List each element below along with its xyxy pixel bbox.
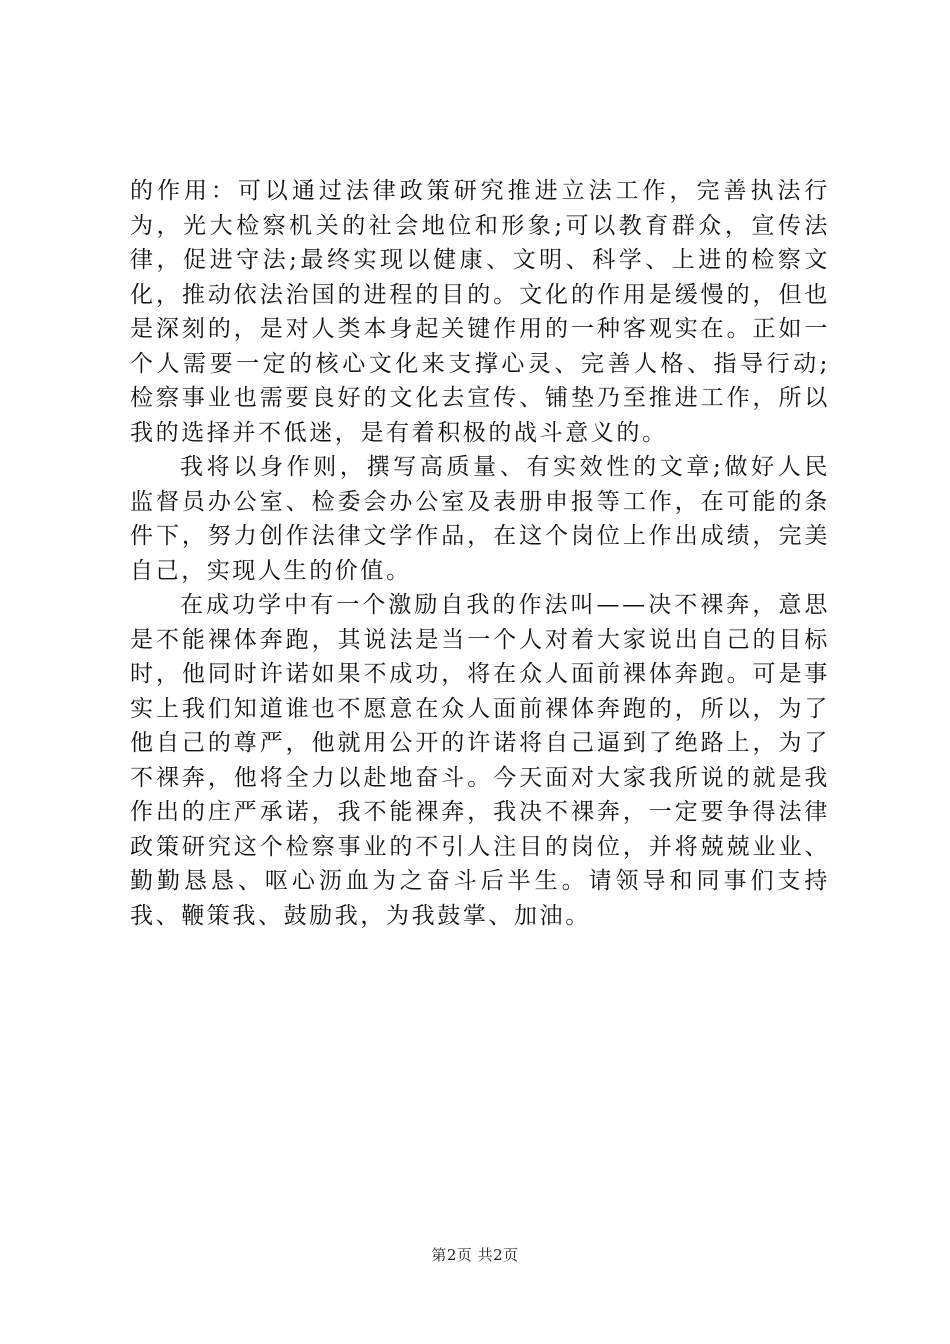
paragraph-continued: 的作用：可以通过法律政策研究推进立法工作，完善执法行为，光大检察机关的社会地位和形象;可以教育群众，宣传法律，促进守法;最终实现以健康、文明、科学、上进的检察文化，推动依法治国的进程的目的。文化的作用是缓慢的，但也是深刻的，是对人类本身起关键作用的一种客观实在。正如一个人需要一定的核心文化来支撑心灵、完善人格、指导行动;检察事业也需要良好的文化去宣传、铺垫乃至推进工作，所以我的选择并不低迷，是有着积极的战斗意义的。 (130, 178, 830, 446)
document-body (130, 174, 830, 933)
paragraph-commitment: 我将以身作则，撰写高质量、有实效性的文章;做好人民监督员办公室、检委会办公室及表册申报等工作，在可能的条件下，努力创作法律文学作品，在这个岗位上作出成绩，完美自己，实现人生的价值。 (130, 454, 830, 584)
page-number-footer: 第2页 共2页 (431, 1246, 519, 1264)
paragraph-pledge: 在成功学中有一个激励自我的作法叫——决不裸奔，意思是不能裸体奔跑，其说法是当一个人对着大家说出自己的目标时，他同时许诺如果不成功，将在众人面前裸体奔跑。可是事实上我们知道谁也不愿意在众人面前裸体奔跑的，所以，为了他自己的尊严，他就用公开的许诺将自己逼到了绝路上，为了不裸奔，他将全力以赴地奋斗。今天面对大家我所说的就是我作出的庄严承诺，我不能裸奔，我决不裸奔，一定要争得法律政策研究这个检察事业的不引人注目的岗位，并将兢兢业业、勤勤恳恳、呕心沥血为之奋斗后半生。请领导和同事们支持我、鞭策我、鼓励我，为我鼓掌、加油。 (130, 592, 830, 929)
